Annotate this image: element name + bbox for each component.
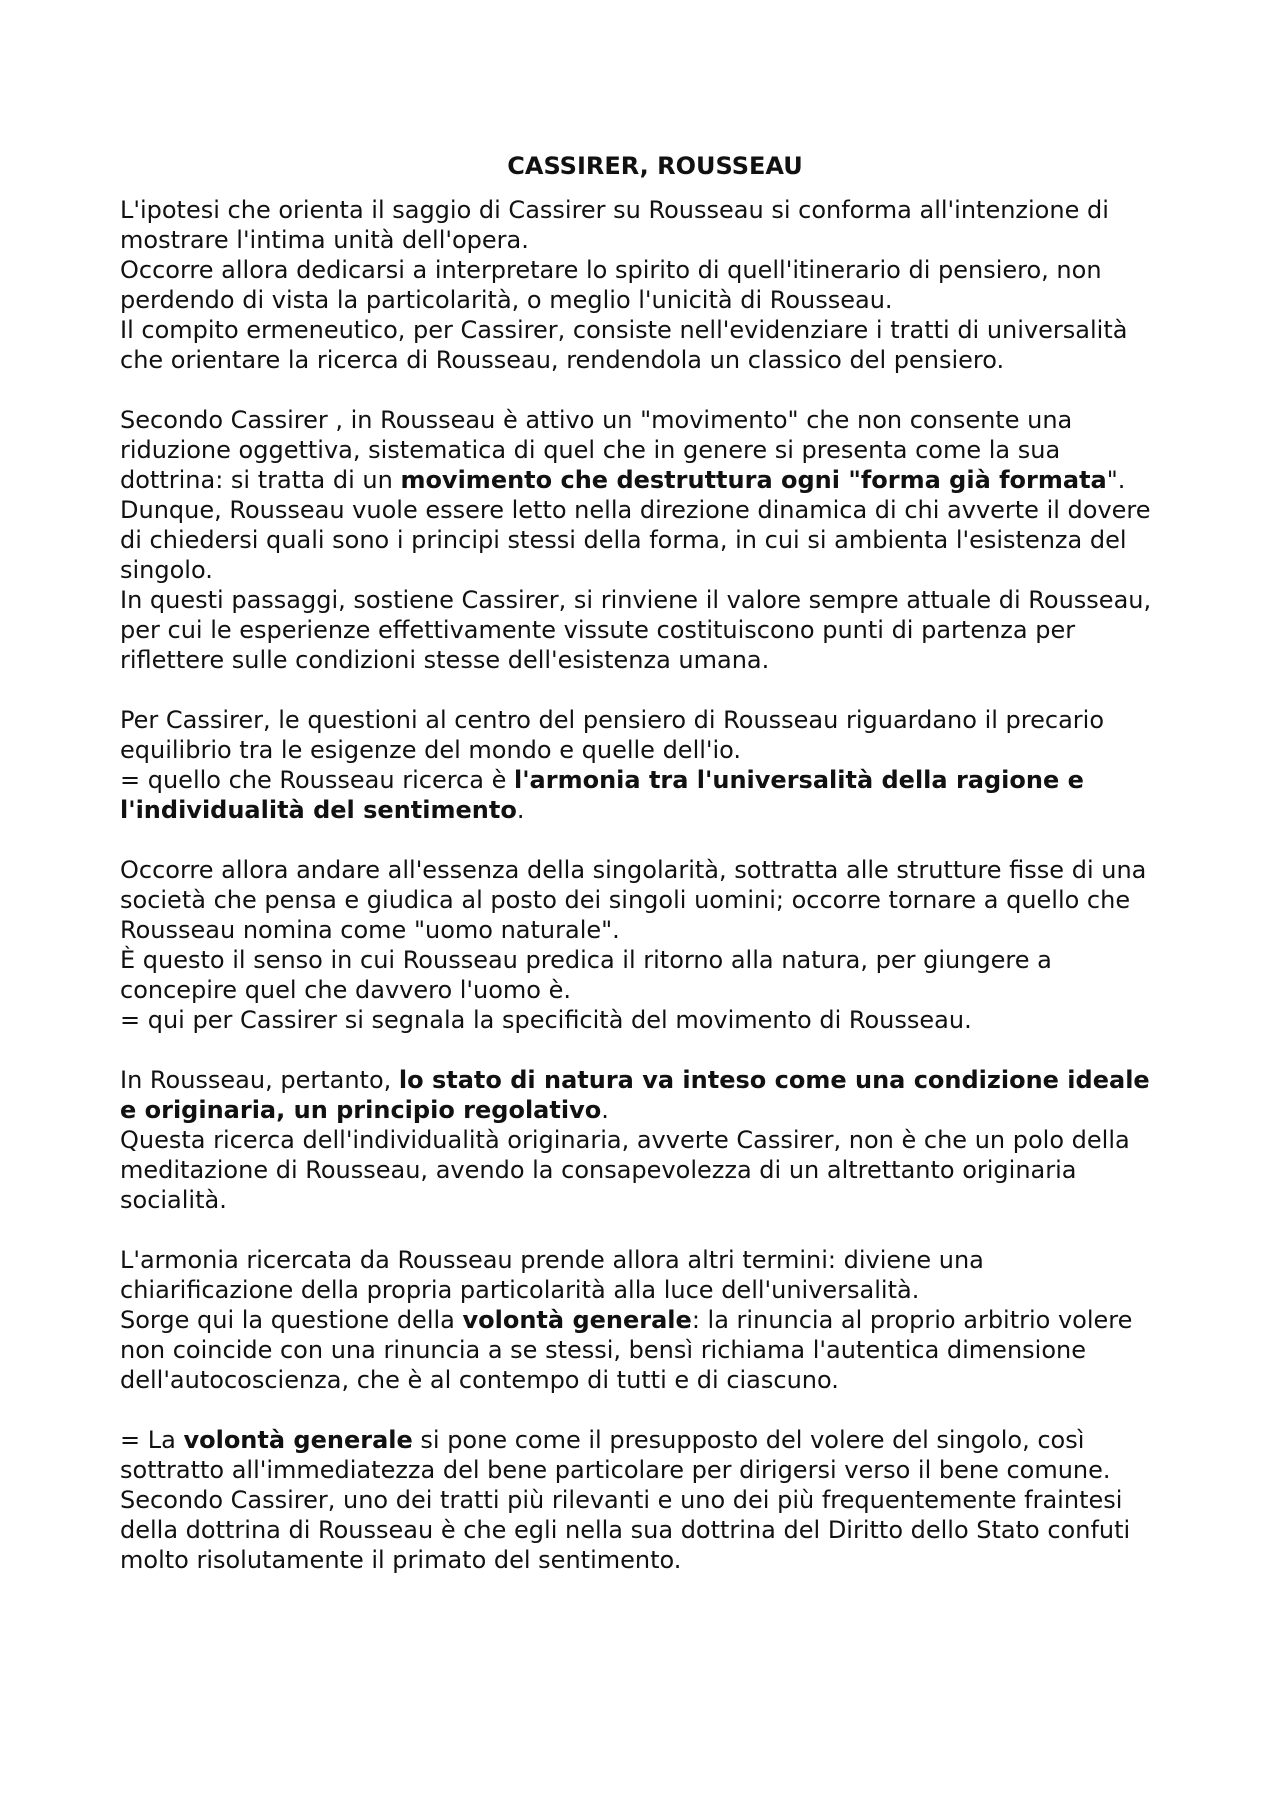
text-line: Occorre allora dedicarsi a interpretare lo spirito di quell'itinerario di pensiero, non perdendo di vista la particolarità, o meglio l'unicità di Rousseau. [120,256,1102,314]
text-line: = qui per Cassirer si segnala la specificità del movimento di Rousseau. [120,1006,972,1034]
paragraph-6 [120,1245,1160,1395]
text-run: si pone come il presupposto del volere del singolo, così sottratto all'immediatezza del bene particolare per dirigersi verso il bene comune. [120,1426,1111,1484]
text-line: Dunque, Rousseau vuole essere letto nella direzione dinamica di chi avverte il dovere di chiedersi quali sono i principi stessi della forma, in cui si ambienta l'esistenza del singolo. [120,496,1151,584]
text-line: In questi passaggi, sostiene Cassirer, si rinviene il valore sempre attuale di Rousseau, per cui le esperienze effettivamente vissute costituiscono punti di partenza per riflettere sulle condizioni stesse dell'esistenza umana. [120,586,1152,674]
bold-phrase: volontà generale [462,1306,692,1334]
text-run: . [601,1096,609,1124]
text-line: Secondo Cassirer, uno dei tratti più rilevanti e uno dei più frequentemente fraintesi della dottrina di Rousseau è che egli nella sua dottrina del Diritto dello Stato confuti molto risolutamente il primato del sentimento. [120,1486,1131,1574]
paragraph-1 [120,195,1160,375]
text-run: Sorge qui la questione della [120,1306,463,1334]
text-run: = La [120,1426,184,1454]
text-line: Il compito ermeneutico, per Cassirer, consiste nell'evidenziare i tratti di universalità che orientare la ricerca di Rousseau, rendendola un classico del pensiero. [120,316,1128,374]
document-title: CASSIRER, ROUSSEAU [507,152,803,180]
bold-phrase: movimento che destruttura ogni "forma già formata [400,466,1107,494]
text-run: ". [1106,466,1126,494]
text-line [120,1425,1160,1485]
text-run: In Rousseau, pertanto, [120,1066,399,1094]
text-line [120,405,1160,495]
text-line [120,765,1160,825]
paragraph-7 [120,1425,1160,1575]
text-line: Occorre allora andare all'essenza della singolarità, sottratta alle strutture fisse di una società che pensa e giudica al posto dei singoli uomini; occorre tornare a quello che Rousseau nomina come "uomo naturale". [120,856,1147,944]
paragraph-2 [120,405,1160,675]
document-page [120,151,1160,1605]
bold-phrase: volontà generale [183,1426,413,1454]
paragraph-3 [120,705,1160,825]
text-line: L'ipotesi che orienta il saggio di Cassirer su Rousseau si conforma all'intenzione di mostrare l'intima unità dell'opera. [120,196,1109,254]
text-line: È questo il senso in cui Rousseau predica il ritorno alla natura, per giungere a concepire quel che davvero l'uomo è. [120,946,1052,1004]
text-run: : la rinuncia al proprio arbitrio volere non coincide con una rinuncia a se stessi, bensì richiama l'autentica dimensione dell'autocoscienza, che è al contempo di tutti e di ciascuno. [120,1306,1133,1394]
bold-phrase: l'armonia tra l'universalità della ragione e l'individualità del sentimento [120,766,1084,824]
text-line: Questa ricerca dell'individualità originaria, avverte Cassirer, non è che un polo della meditazione di Rousseau, avendo la consapevolezza di un altrettanto originaria socialità. [120,1126,1130,1214]
paragraph-4 [120,855,1160,1035]
paragraph-5 [120,1065,1160,1215]
text-run: = quello che Rousseau ricerca è [120,766,514,794]
bold-phrase: lo stato di natura va inteso come una condizione ideale e originaria, un principio regolativo [120,1066,1150,1124]
text-line [120,1305,1160,1395]
text-run: Secondo Cassirer , in Rousseau è attivo un "movimento" che non consente una riduzione oggettiva, sistematica di quel che in genere si presenta come la sua dottrina: si tratta di un [120,406,1073,494]
text-line: L'armonia ricercata da Rousseau prende allora altri termini: diviene una chiarificazione della propria particolarità alla luce dell'universalità. [120,1246,984,1304]
text-line [120,1065,1160,1125]
text-run: . [516,796,525,824]
text-line: Per Cassirer, le questioni al centro del pensiero di Rousseau riguardano il precario equilibrio tra le esigenze del mondo e quelle dell'io. [120,706,1104,764]
